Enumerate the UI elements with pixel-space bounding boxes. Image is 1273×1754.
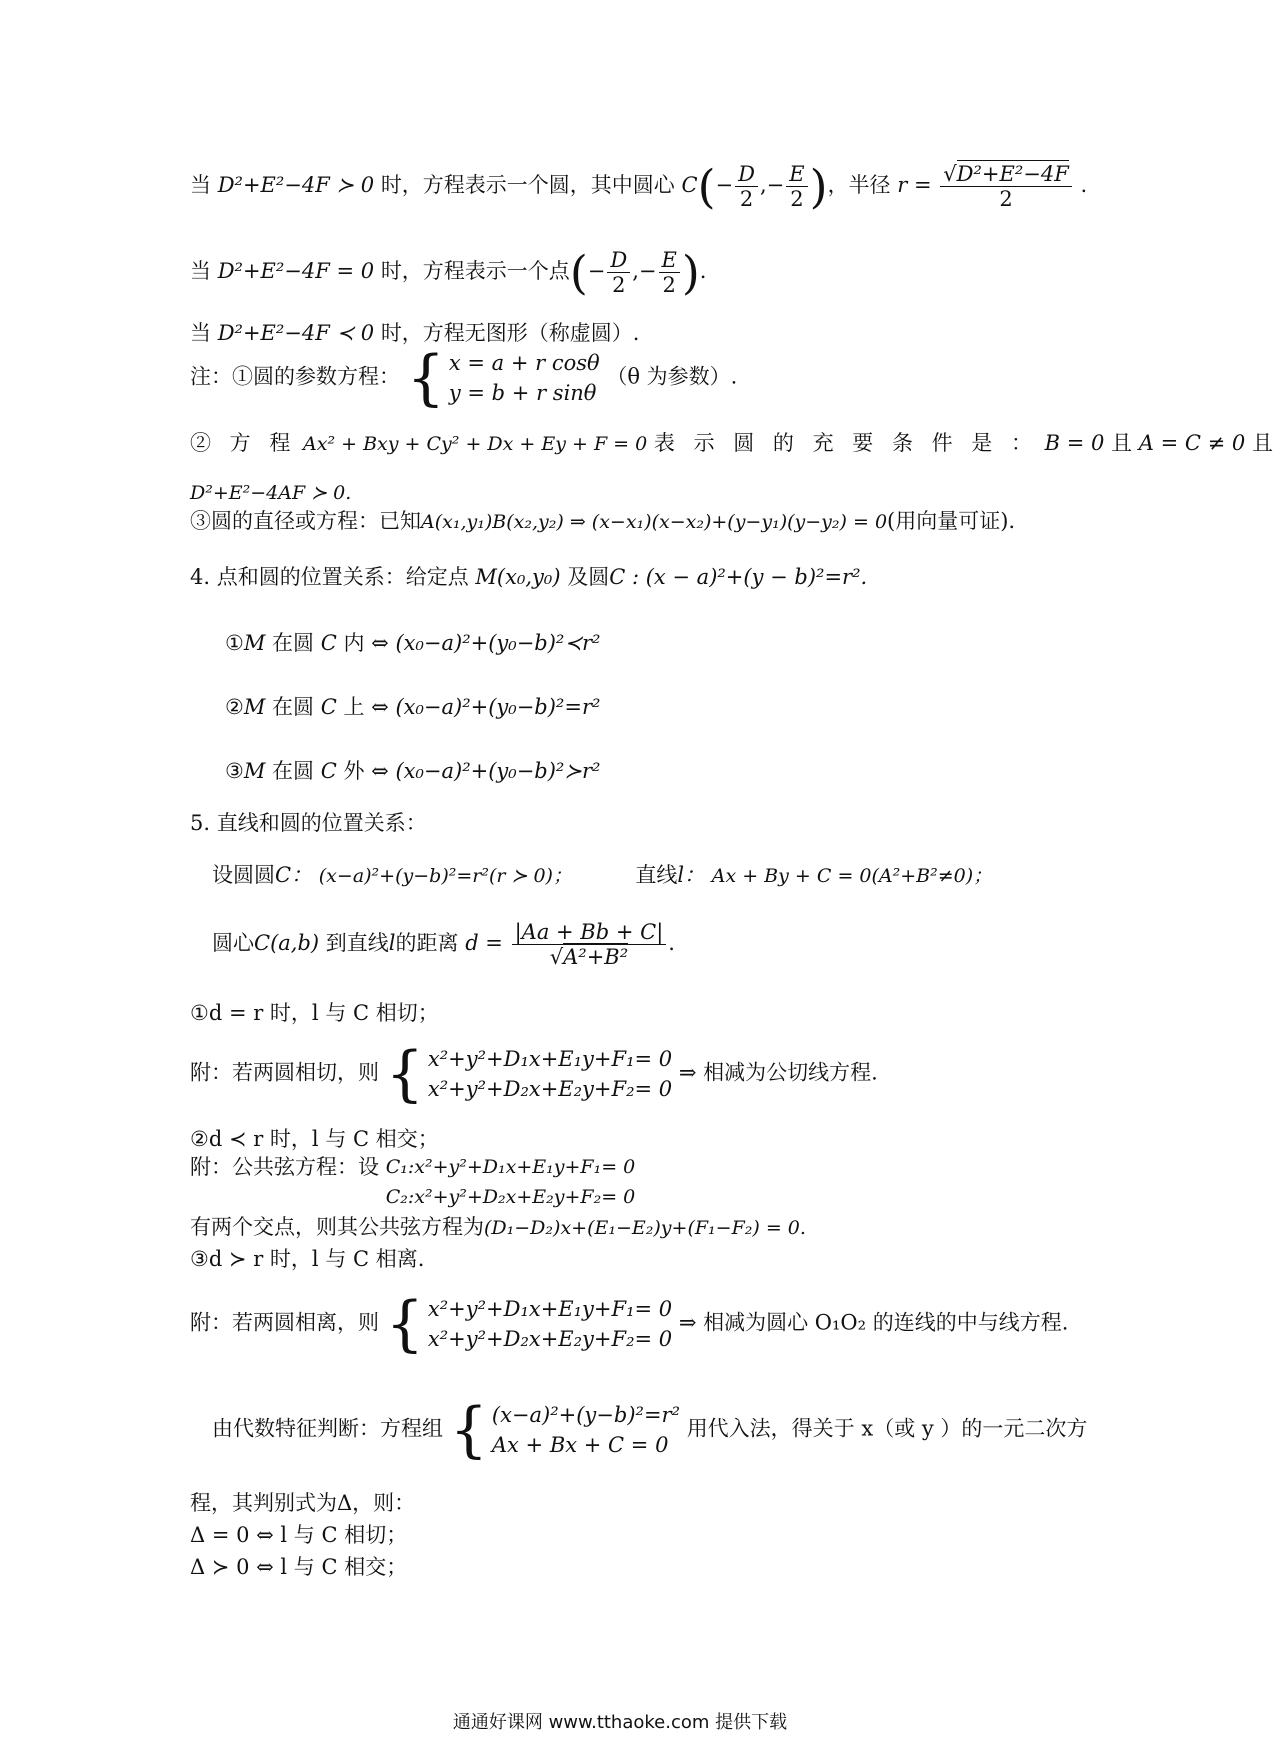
text: ，半径	[827, 173, 891, 197]
text: ③	[225, 759, 244, 783]
text: 及圆	[567, 565, 610, 589]
equation-system	[385, 1039, 673, 1109]
equation: D²+E²−4AF ≻ 0.	[190, 482, 352, 504]
text: 5. 直线和圆的位置关系：	[190, 811, 427, 835]
close-paren: )	[809, 159, 828, 214]
math: M	[243, 695, 266, 719]
discriminant-tangent	[190, 1520, 407, 1550]
brace: {	[385, 1289, 424, 1359]
equation: x²+y²+D₂x+E₂y+F₂= 0	[427, 1327, 673, 1351]
text: 且	[1251, 431, 1273, 455]
diameter-form-line	[190, 506, 1015, 537]
condition: D²+E²−4F ≻ 0	[217, 173, 375, 197]
equation: x²+y²+D₁x+E₁y+F₁= 0	[427, 1297, 673, 1321]
equation-system	[386, 1152, 636, 1212]
text: 有两个交点，则其公共弦方程为	[190, 1215, 484, 1239]
text: 内 ⇔	[343, 631, 389, 655]
point-condition-line: 当 D²+E²−4F = 0 时，方程表示一个点(− $\frac{D}{2}$ ,− $\frac{E}{2}$ ).	[190, 245, 707, 300]
text: 设圆圆	[212, 863, 275, 887]
text: 4. 点和圆的位置关系：给定点	[190, 565, 469, 589]
condition: D²+E²−4F ≺ 0	[217, 321, 375, 345]
equation: x²+y²+D₂x+E₂y+F₂= 0	[427, 1077, 673, 1101]
tangent-appendix	[190, 1039, 878, 1109]
text: ⇒ 相减为公切线方程.	[678, 1060, 878, 1085]
distance-line	[212, 920, 675, 969]
open-paren: (	[569, 245, 588, 300]
text: ② 方 程	[190, 431, 297, 455]
equation: A(x₁,y₁)B(x₂,y₂) ⇒ (x−x₁)(x−x₂)+(y−y₁)(y−y₂) = 0	[421, 511, 888, 533]
equation: x = a + r cosθ	[448, 351, 600, 375]
point-on-line	[225, 692, 600, 722]
common-chord-line	[190, 1212, 806, 1243]
circle-condition-line: 当 D²+E²−4F ≻ 0 时，方程表示一个圆，其中圆心 C(− $\frac{D}{2}$ ,− $\frac{E}{2}$ )，半径 r = $\frac{\text{√D²+E²−4F}}{2}$ .	[190, 159, 1088, 214]
math: C	[320, 631, 337, 655]
text: 在圆	[272, 759, 315, 783]
math: C	[320, 759, 337, 783]
setup-line	[212, 860, 992, 891]
intersect-case	[190, 1124, 439, 1154]
separate-case	[190, 1244, 424, 1274]
point: M(x₀,y₀)	[475, 565, 561, 589]
text: 上 ⇔	[343, 695, 389, 719]
text: 附：若两圆相切，则	[190, 1060, 379, 1085]
equation: C : (x − a)²+(y − b)²=r².	[609, 565, 868, 589]
distance-fraction: $\frac{|Aa + Bb + C|}{\text{√A²+B²}}$	[512, 920, 667, 969]
section-5-title	[190, 808, 427, 838]
math: l	[388, 931, 396, 955]
condition: D²+E²−4F = 0	[217, 259, 375, 283]
text: 在圆	[272, 695, 315, 719]
point-inside-line	[225, 628, 600, 658]
point-outside-line	[225, 756, 600, 786]
equation-system	[385, 1289, 673, 1359]
general-equation-line	[190, 428, 1273, 459]
equation: Ax + By + C = 0(A²+B²≠0)；	[711, 865, 993, 887]
condition: B = 0	[1044, 431, 1105, 455]
parametric-line	[190, 343, 738, 413]
algebraic-line	[212, 1395, 1088, 1465]
radius-fraction: $\frac{\text{√D²+E²−4F}}{2}$	[940, 162, 1072, 211]
text: 用代入法，得关于 x（或 y ）的一元二次方	[686, 1416, 1088, 1441]
center-label: C	[681, 173, 698, 197]
equation: x²+y²+D₁x+E₁y+F₁= 0	[427, 1047, 673, 1071]
math: C(a,b)	[254, 931, 320, 955]
discriminant-intro	[190, 1488, 415, 1518]
separate-appendix	[190, 1289, 1069, 1359]
discriminant-intersect	[190, 1552, 407, 1582]
close-paren: )	[681, 245, 700, 300]
text: 外 ⇔	[343, 759, 389, 783]
math: M	[243, 759, 266, 783]
common-chord-appendix	[190, 1152, 635, 1212]
text: ①d = r 时，l 与 C 相切；	[190, 1001, 439, 1025]
condition: A = C ≠ 0	[1138, 431, 1246, 455]
math: M	[243, 631, 266, 655]
fraction: $\frac{D}{2}$	[607, 248, 630, 297]
fraction: $\frac{E}{2}$	[659, 248, 680, 297]
equation: (x−a)²+(y−b)²=r²	[491, 1403, 680, 1427]
equation: C₁:x²+y²+D₁x+E₁y+F₁= 0	[385, 1156, 636, 1178]
equation: Ax + Bx + C = 0	[491, 1433, 669, 1457]
text: 当	[190, 259, 211, 283]
text: 当	[190, 321, 211, 345]
text: ②d ≺ r 时，l 与 C 相交；	[190, 1127, 439, 1151]
text: (用向量可证).	[887, 509, 1016, 533]
section-4-title	[190, 562, 867, 592]
text: 时，方程无图形（称虚圆）.	[380, 321, 640, 345]
math: C	[320, 695, 337, 719]
equation: (x₀−a)²+(y₀−b)²≺r²	[395, 631, 601, 655]
math: C：	[275, 863, 313, 887]
general-condition-line	[190, 478, 351, 508]
brace: {	[385, 1039, 424, 1109]
text: Δ = 0 ⇔ l 与 C 相切；	[190, 1523, 408, 1547]
equation: (x−a)²+(y−b)²=r²(r ≻ 0)；	[318, 865, 572, 887]
text: 在圆	[272, 631, 315, 655]
text: Δ ≻ 0 ⇔ l 与 C 相交；	[190, 1555, 408, 1579]
fraction: $\frac{E}{2}$	[786, 162, 807, 211]
math: d =	[465, 931, 503, 955]
text: 时，方程表示一个圆，其中圆心	[380, 173, 675, 197]
text: 注：①圆的参数方程：	[190, 364, 400, 389]
text: 程，其判别式为Δ，则：	[190, 1491, 416, 1515]
text: ③圆的直径或方程：已知	[190, 509, 421, 533]
text: 当	[190, 173, 211, 197]
text: ①	[225, 631, 244, 655]
text: 圆心	[212, 931, 254, 955]
equation: y = b + r sinθ	[448, 381, 597, 405]
text: ②	[225, 695, 244, 719]
text: 且	[1111, 431, 1133, 455]
text: ⇒ 相减为圆心 O₁O₂ 的连线的中与线方程.	[678, 1310, 1069, 1335]
text: 由代数特征判断：方程组	[212, 1416, 443, 1441]
text: 附：公共弦方程：设	[190, 1155, 379, 1179]
text: 到直线	[325, 931, 389, 955]
text: 的距离	[395, 931, 459, 955]
text: 附：若两圆相离，则	[190, 1310, 379, 1335]
text: （θ 为参数）.	[606, 364, 738, 389]
brace: {	[449, 1395, 488, 1465]
math: l：	[677, 863, 706, 887]
page-footer: 通通好课网 www.tthaoke.com 提供下载	[452, 1712, 788, 1733]
equation: (x₀−a)²+(y₀−b)²=r²	[395, 695, 601, 719]
text: ③d ≻ r 时，l 与 C 相离.	[190, 1247, 425, 1271]
open-paren: (	[697, 159, 716, 214]
brace: {	[406, 343, 445, 413]
equation: (D₁−D₂)x+(E₁−E₂)y+(F₁−F₂) = 0.	[484, 1217, 806, 1239]
equation: (x₀−a)²+(y₀−b)²≻r²	[395, 759, 601, 783]
equation: Ax² + Bxy + Cy² + Dx + Ey + F = 0	[303, 433, 648, 455]
radius-label: r =	[897, 173, 932, 197]
text: .	[668, 931, 675, 955]
equation-system	[449, 1395, 680, 1465]
equation: C₂:x²+y²+D₂x+E₂y+F₂= 0	[385, 1186, 636, 1208]
fraction: $\frac{D}{2}$	[735, 162, 758, 211]
text: 时，方程表示一个点	[380, 259, 570, 283]
tangent-case	[190, 998, 439, 1028]
equation-system	[406, 343, 600, 413]
text: 直线	[635, 863, 678, 887]
text: 表 示 圆 的 充 要 条 件 是 ：	[653, 431, 1038, 455]
